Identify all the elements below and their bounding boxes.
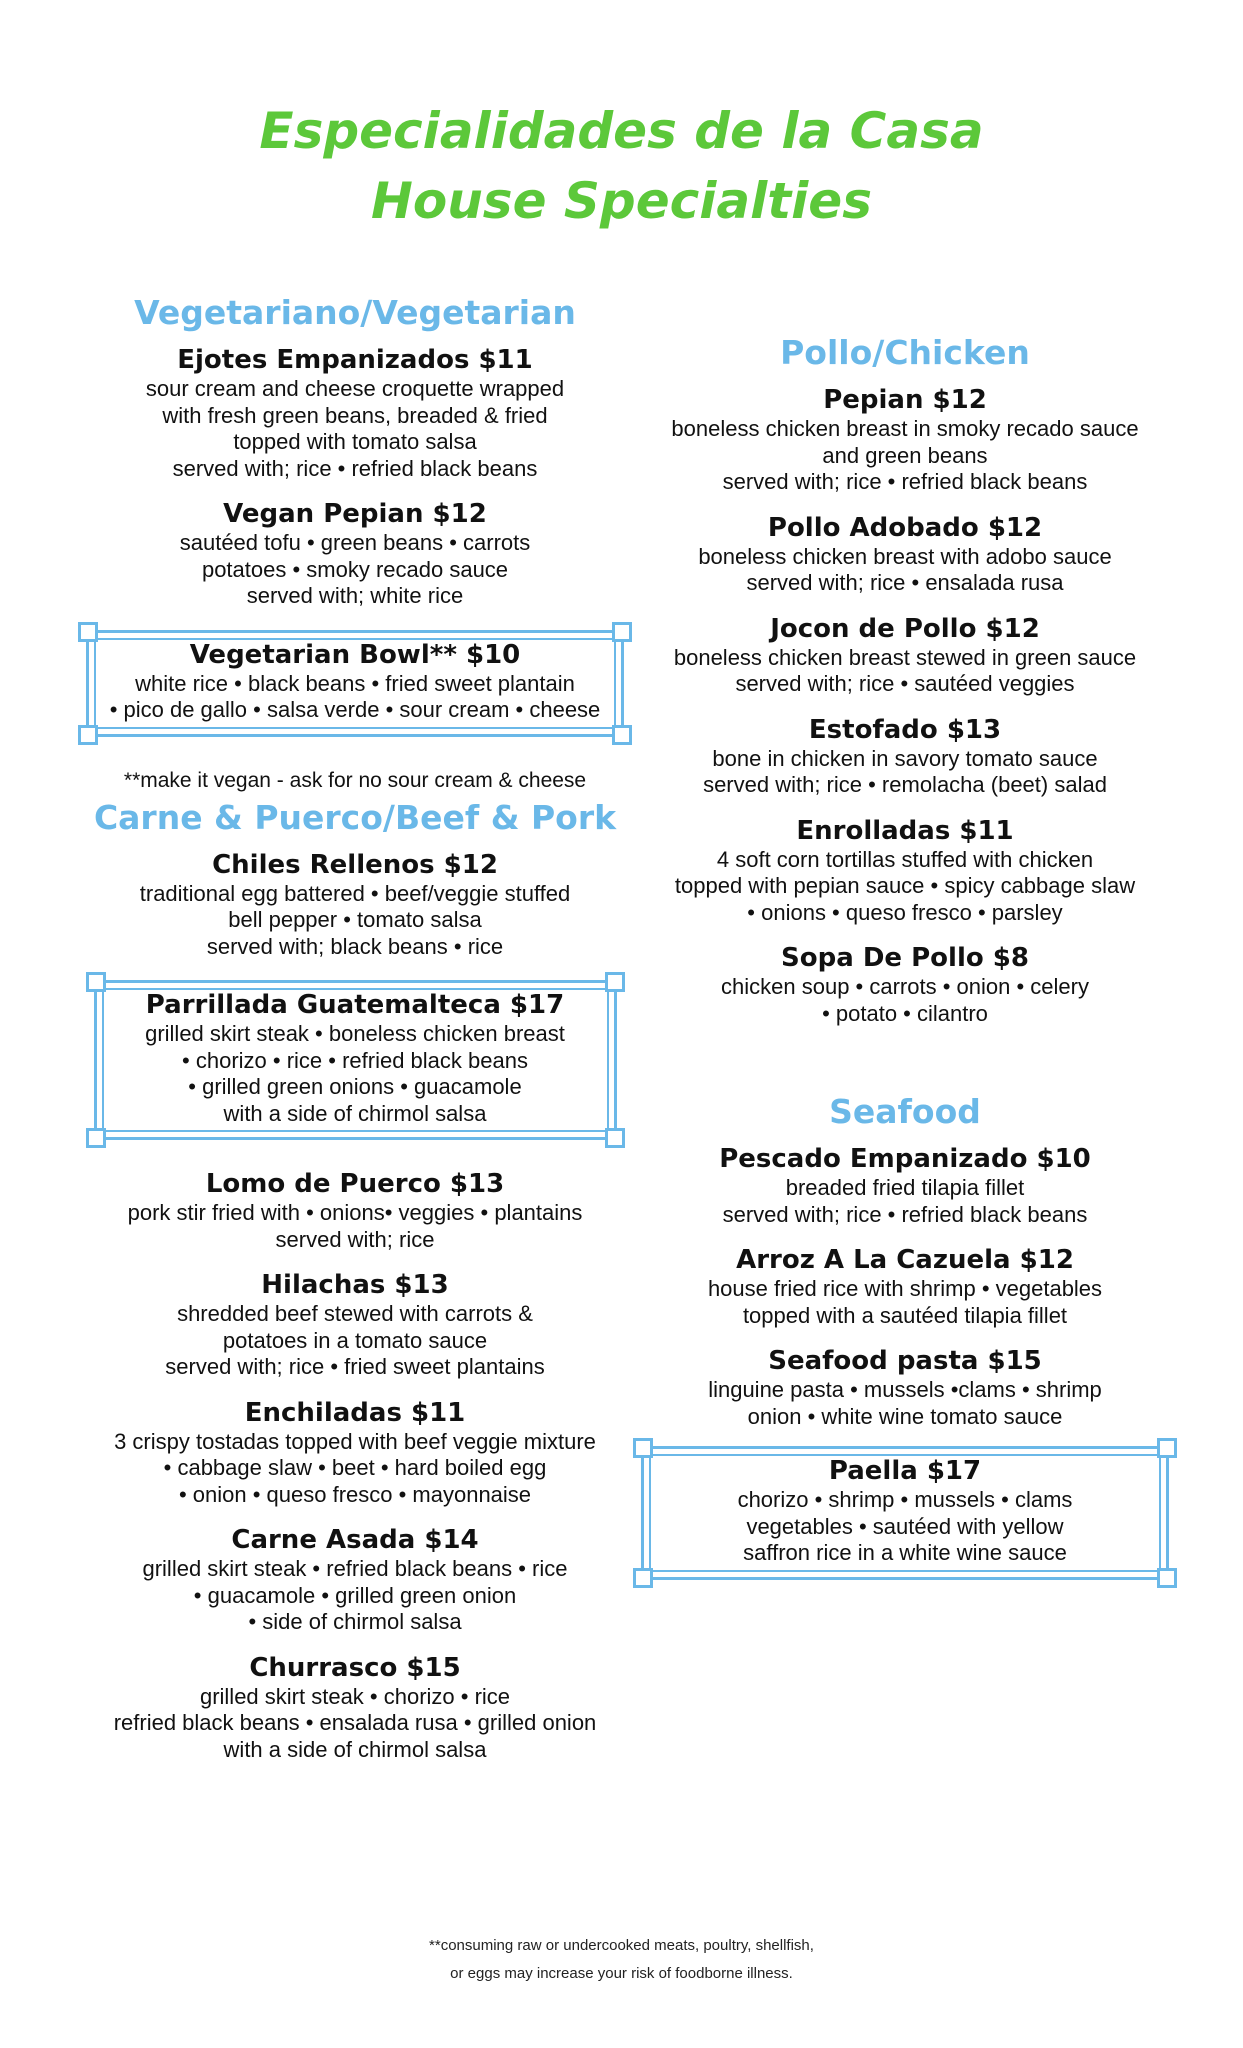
desc-line: served with; rice • refried black beans [722,1201,1088,1227]
desc-line: 3 crispy tostadas topped with beef veggie mixture [114,1428,596,1454]
item-name: Churrasco $15 [249,1652,461,1683]
desc-line: • onions • queso fresco • parsley [747,899,1063,925]
desc-line: potatoes in a tomato sauce [222,1327,488,1353]
item-name: Arroz A La Cazuela $12 [736,1245,1074,1275]
desc-line: grilled skirt steak • boneless chicken breast [145,1021,565,1046]
item-description [625,1276,1185,1329]
frame-corner-ornament [605,972,625,992]
desc-line: with fresh green beans, breaded & fried [162,402,548,428]
item-name: Paella $17 [828,1456,982,1486]
item-name: Carne Asada $14 [231,1525,479,1555]
menu-item-vegan-pepian [50,498,660,610]
desc-line: • grilled green onions • guacamole [188,1074,522,1099]
featured-frame-parrillada [94,980,617,1140]
desc-line: served with; rice • fried sweet plantains [165,1354,545,1379]
desc-line: with a side of chirmol salsa [223,1736,487,1762]
desc-line: boneless chicken breast in smoky recado sauce [671,416,1139,441]
menu-item-paella [650,1455,1160,1567]
desc-line: chicken soup • carrots • onion • celery [721,974,1089,999]
food-safety-disclaimer [0,1932,1243,1988]
desc-line: served with; black beans • rice [206,933,504,959]
left-column [50,290,660,1763]
item-description [50,1556,660,1636]
item-description [50,376,660,482]
item-description [50,1429,660,1509]
desc-line: traditional egg battered • beef/veggie stuffed [139,880,571,906]
item-name: Hilachas $13 [261,1270,449,1300]
item-description [95,671,615,724]
desc-line: boneless chicken breast with adobo sauce [698,543,1112,569]
item-description [625,1377,1185,1430]
desc-line: potatoes • smoky recado sauce [201,556,509,582]
item-name: Vegetarian Bowl** $10 [189,639,521,670]
item-description [50,881,660,961]
desc-line: 4 soft corn tortillas stuffed with chicken [716,846,1094,872]
desc-line: bone in chicken in savory tomato sauce [712,745,1098,771]
menu-item-vegetarian-bowl [95,639,615,724]
item-name: Chiles Rellenos $12 [212,849,498,880]
desc-line: • onion • queso fresco • mayonnaise [178,1481,532,1507]
item-description [650,1487,1160,1567]
menu-item-pescado-empanizado [625,1143,1185,1228]
frame-corner-ornament [633,1438,653,1458]
item-name: Seafood pasta $15 [768,1346,1042,1376]
menu-item-lomo-de-puerco [50,1168,660,1253]
desc-line: served with; rice • ensalada rusa [746,570,1064,595]
desc-line: bell pepper • tomato salsa [228,907,482,932]
page-title [0,96,1243,236]
desc-line: saffron rice in a white wine sauce [743,1540,1067,1565]
desc-line: white rice • black beans • fried sweet plantain [135,670,575,696]
desc-line: house fried rice with shrimp • vegetables [707,1276,1103,1301]
desc-line: served with; rice • remolacha (beet) salad [703,772,1107,797]
desc-line: topped with pepian sauce • spicy cabbage slaw [674,873,1136,898]
item-name: Lomo de Puerco $13 [205,1169,505,1199]
desc-line: • cabbage slaw • beet • hard boiled egg [163,1455,547,1480]
desc-line: with a side of chirmol salsa [223,1100,487,1126]
desc-line: pork stir fried with • onions• veggies • plantains [127,1200,583,1225]
desc-line: linguine pasta • mussels •clams • shrimp [708,1377,1102,1402]
desc-line: shredded beef stewed with carrots & [177,1301,533,1326]
frame-corner-ornament [78,725,98,745]
desc-line: grilled skirt steak • chorizo • rice [199,1683,511,1709]
menu-item-estofado [625,714,1185,799]
desc-line: served with; rice • refried black beans [722,469,1088,494]
item-name: Pepian $12 [823,385,987,415]
item-description [625,416,1185,496]
menu-item-pollo-adobado [625,512,1185,597]
item-description [625,544,1185,597]
disclaimer-line: or eggs may increase your risk of foodborne illness. [450,1965,793,1982]
menu-item-pepian [625,384,1185,496]
desc-line: • potato • cilantro [822,1000,988,1026]
desc-line: onion • white wine tomato sauce [747,1403,1063,1429]
menu-item-arroz-a-la-cazuela [625,1244,1185,1329]
item-description [625,746,1185,799]
item-description [625,645,1185,698]
frame-corner-ornament [633,1568,653,1588]
item-name: Jocon de Pollo $12 [770,613,1040,644]
desc-line: topped with tomato salsa [233,429,477,454]
item-name: Pescado Empanizado $10 [719,1144,1091,1174]
desc-line: served with; white rice [246,583,464,608]
menu-item-sopa-de-pollo [625,942,1185,1027]
section-heading-beef-pork: Carne & Puerco/Beef & Pork [93,797,617,837]
frame-corner-ornament [1157,1568,1177,1588]
desc-line: refried black beans • ensalada rusa • grilled onion [113,1710,597,1735]
menu-item-carne-asada [50,1524,660,1636]
desc-line: boneless chicken breast stewed in green sauce [673,644,1137,670]
section-heading-chicken: Pollo/Chicken [780,333,1030,372]
item-name: Pollo Adobado $12 [767,512,1043,543]
item-name: Enrolladas $11 [796,815,1014,846]
desc-line: and green beans [822,442,988,468]
menu-item-enchiladas [50,1397,660,1509]
item-name: Ejotes Empanizados $11 [177,345,533,375]
item-name: Parrillada Guatemalteca $17 [145,990,565,1020]
menu-item-parrillada-guatemalteca [103,989,608,1127]
desc-line: vegetables • sautéed with yellow [746,1513,1064,1539]
frame-corner-ornament [605,1128,625,1148]
frame-corner-ornament [78,622,98,642]
title-spanish: Especialidades de la Casa [259,102,984,160]
desc-line: • pico de gallo • salsa verde • sour cream • cheese [109,697,601,722]
item-name: Sopa De Pollo $8 [781,943,1029,973]
item-description [50,1301,660,1381]
section-heading-vegetarian: Vegetariano/Vegetarian [134,293,576,332]
desc-line: topped with a sautéed tilapia fillet [742,1302,1068,1328]
menu-item-chiles-rellenos [50,849,660,961]
desc-line: chorizo • shrimp • mussels • clams [737,1487,1073,1512]
menu-item-seafood-pasta [625,1345,1185,1430]
item-description [103,1021,608,1127]
frame-corner-ornament [86,1128,106,1148]
item-name: Enchiladas $11 [244,1397,466,1428]
desc-line: • guacamole • grilled green onion [193,1582,517,1608]
right-column [625,330,1185,1580]
item-description [50,530,660,610]
desc-line: served with; rice • refried black beans [172,455,538,481]
menu-item-jocon-de-pollo [625,613,1185,698]
title-english: House Specialties [371,172,872,230]
item-description [50,1684,660,1764]
item-name: Vegan Pepian $12 [223,499,487,529]
desc-line: sour cream and cheese croquette wrapped [145,376,565,401]
menu-item-churrasco [50,1652,660,1764]
desc-line: served with; rice [275,1226,435,1252]
vegan-note: **make it vegan - ask for no sour cream & cheese [123,768,587,792]
frame-corner-ornament [86,972,106,992]
desc-line: grilled skirt steak • refried black beans • rice [142,1556,568,1581]
desc-line: served with; rice • sautéed veggies [735,671,1075,696]
menu-item-hilachas [50,1269,660,1381]
item-description [625,974,1185,1027]
frame-corner-ornament [1157,1438,1177,1458]
section-heading-seafood: Seafood [829,1092,981,1131]
desc-line: • side of chirmol salsa [248,1609,462,1634]
desc-line: breaded fried tilapia fillet [785,1175,1025,1200]
disclaimer-line: **consuming raw or undercooked meats, poultry, shellfish, [429,1937,814,1954]
desc-line: • chorizo • rice • refried black beans [182,1047,528,1073]
item-description [625,1175,1185,1228]
featured-frame-vegetarian-bowl [86,630,624,737]
menu-item-ejotes-empanizados [50,344,660,482]
item-name: Estofado $13 [808,714,1002,745]
item-description [50,1200,660,1253]
desc-line: sautéed tofu • green beans • carrots [179,530,531,555]
item-description [625,847,1185,927]
featured-frame-paella [641,1446,1169,1580]
menu-item-enrolladas [625,815,1185,927]
